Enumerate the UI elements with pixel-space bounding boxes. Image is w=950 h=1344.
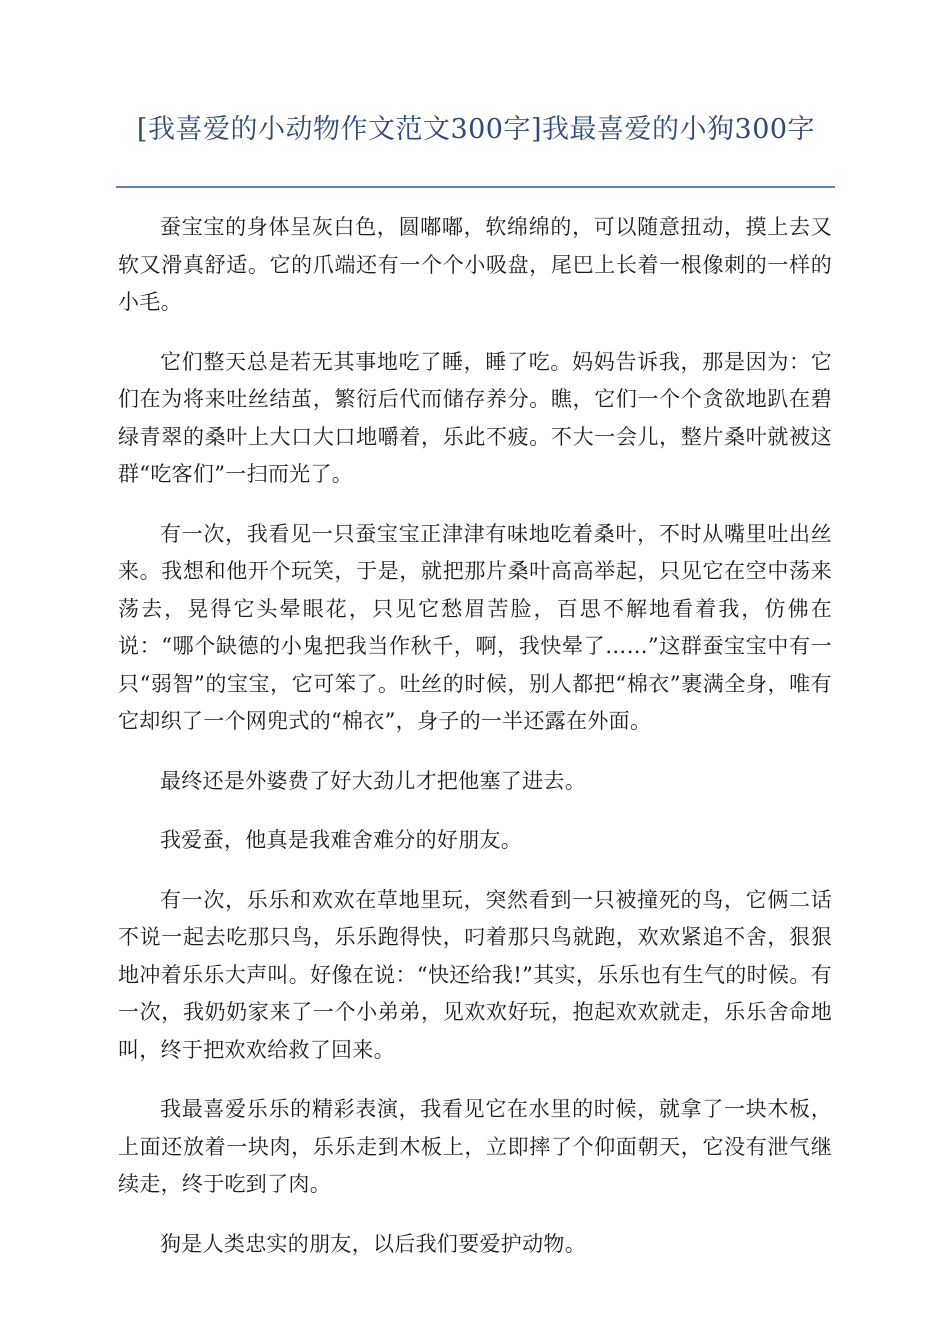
paragraph: 有一次，我看见一只蚕宝宝正津津有味地吃着桑叶，不时从嘴里吐出丝来。我想和他开个玩笑，于是，就把那片桑叶高高举起，只见它在空中荡来荡去，晃得它头晕眼花，只见它愁眉苦脸，百思不解地看着我，仿佛在说：“哪个缺德的小鬼把我当作秋千，啊，我快晕了……”这群蚕宝宝中有一只“弱智”的宝宝，它可笨了。吐丝的时候，别人都把“棉衣”裹满全身，唯有它却织了一个网兜式的“棉衣”，身子的一半还露在外面。	[118, 521, 832, 733]
paragraph: 狗是人类忠实的朋友，以后我们要爱护动物。	[160, 1231, 586, 1256]
paragraph: 它们整天总是若无其事地吃了睡，睡了吃。妈妈告诉我，那是因为：它们在为将来吐丝结茧，繁衍后代而储存养分。瞧，它们一个个贪欲地趴在碧绿青翠的桑叶上大口大口地嚼着，乐此不疲。不大一会儿，整片桑叶就被这群“吃客们”一扫而光了。	[118, 349, 832, 486]
paragraph: 我最喜爱乐乐的精彩表演，我看见它在水里的时候，就拿了一块木板，上面还放着一块肉，乐乐走到木板上，立即摔了个仰面朝天，它没有泄气继续走，终于吃到了肉。	[118, 1097, 832, 1196]
title-underline	[116, 186, 835, 188]
paragraph: 有一次，乐乐和欢欢在草地里玩，突然看到一只被撞死的鸟，它俩二话不说一起去吃那只鸟，乐乐跑得快，叼着那只鸟就跑，欢欢紧追不舍，狠狠地冲着乐乐大声叫。好像在说：“快还给我!”其实，乐乐也有生气的时候。有一次，我奶奶家来了一个小弟弟，见欢欢好玩，抱起欢欢就走，乐乐舍命地叫，终于把欢欢给救了回来。	[118, 887, 832, 1062]
paragraph: 我爱蚕，他真是我难舍难分的好朋友。	[160, 828, 523, 852]
paragraph: 最终还是外婆费了好大劲儿才把他塞了进去。	[160, 768, 586, 793]
document-body	[118, 209, 832, 1285]
document-title: [我喜爱的小动物作文范文300字]我最喜爱的小狗300字	[136, 114, 816, 145]
paragraph: 蚕宝宝的身体呈灰白色，圆嘟嘟，软绵绵的，可以随意扭动，摸上去又软又滑真舒适。它的爪端还有一个个小吸盘，尾巴上长着一根像刺的一样的小毛。	[118, 215, 832, 314]
